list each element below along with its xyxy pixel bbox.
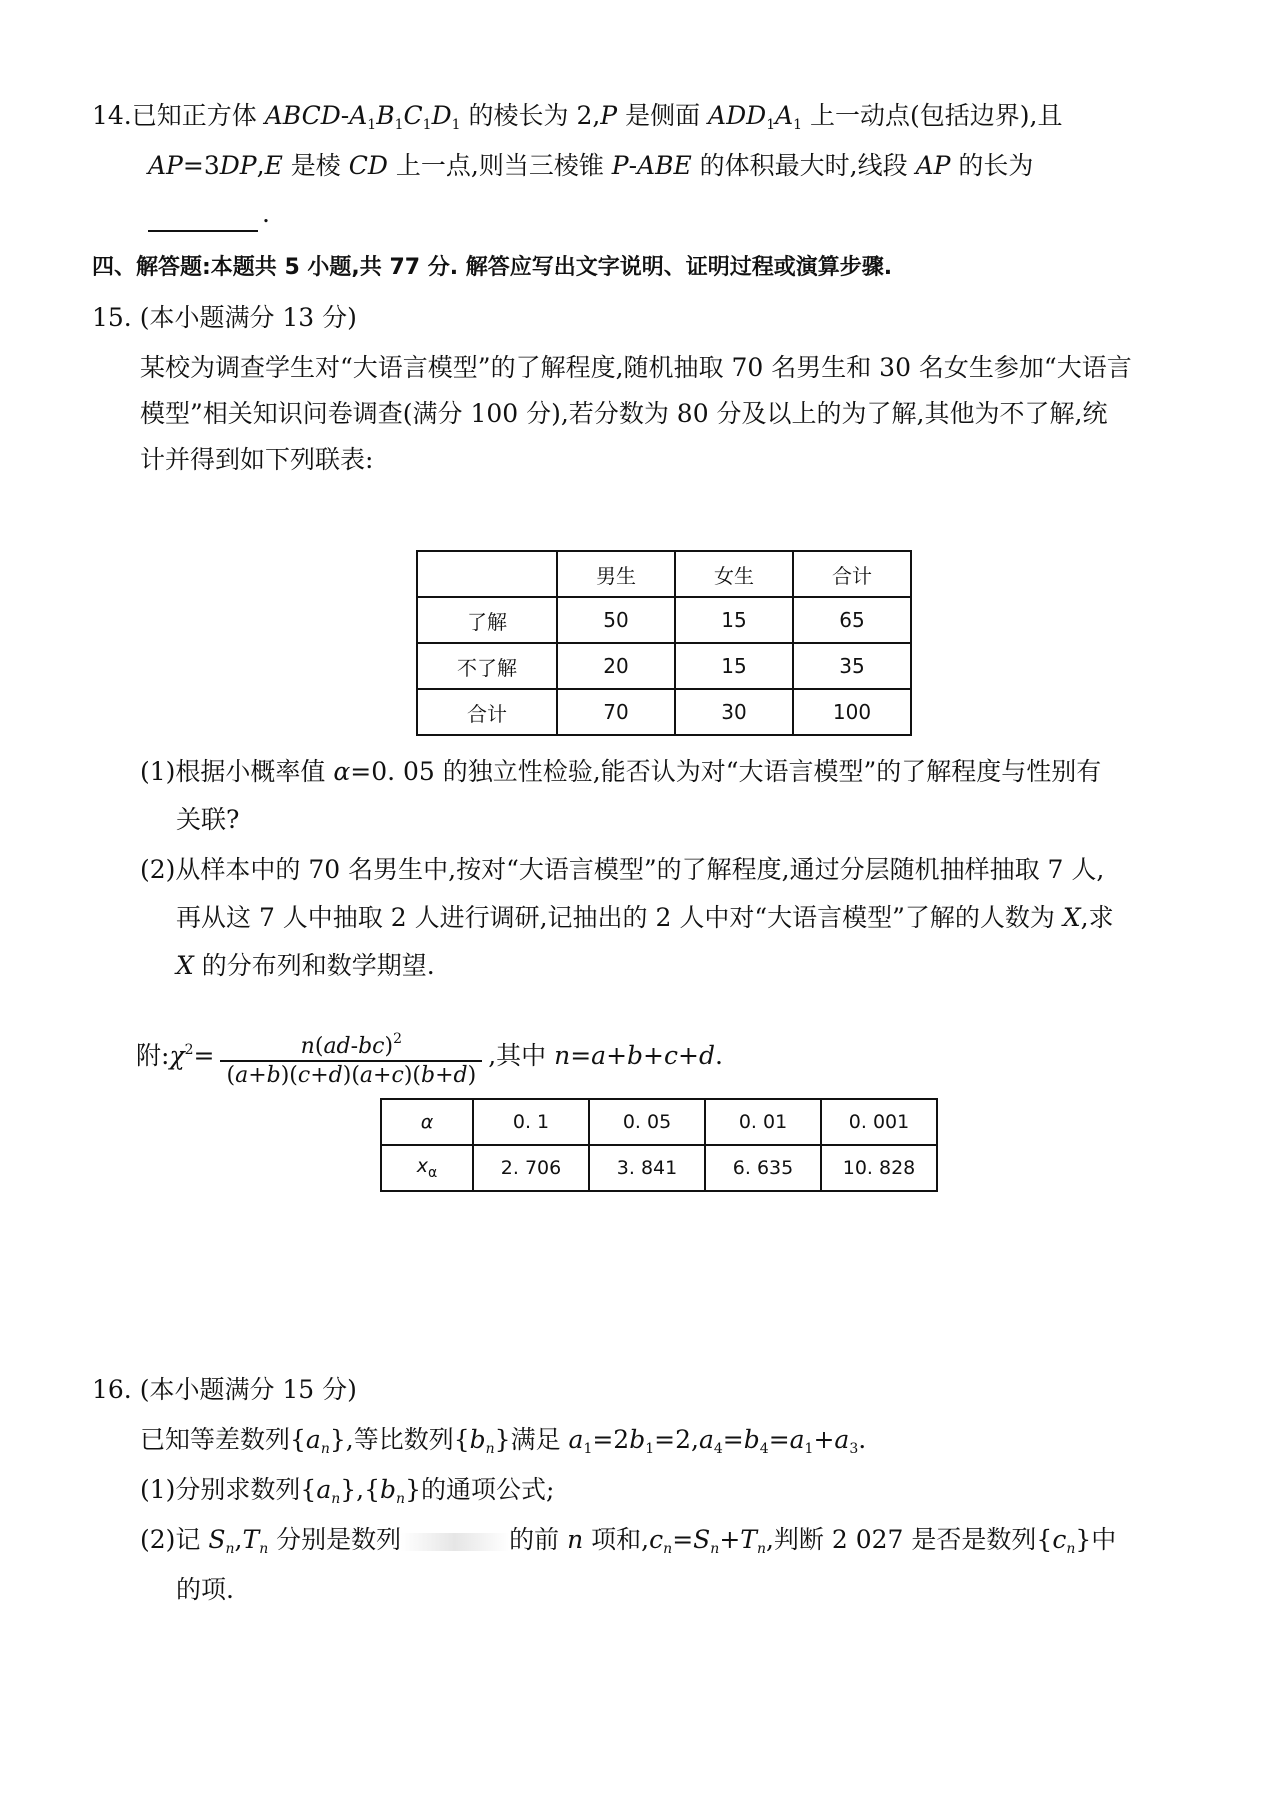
table-cell: 100 [793, 689, 911, 735]
q15-part2-line-3: X 的分布列和数学期望. [176, 951, 435, 980]
table-cell: 15 [675, 643, 793, 689]
table-cell: 30 [675, 689, 793, 735]
q16-line-1: 已知等差数列$\{a_n\}$,等比数列$\{b_n\}$满足 $a_1=2b_1=2,a_4=b_4=a_1+a_3$. [140, 1425, 867, 1457]
q15-intro-line-1: 某校为调查学生对“大语言模型”的了解程度,随机抽取 70 名男生和 30 名女生参加“大语言 [140, 353, 1132, 382]
table-cell: α [381, 1099, 473, 1145]
table-cell: 6. 635 [705, 1145, 821, 1191]
q16-part1: (1)分别求数列$\{a_n\},\{b_n\}$的通项公式; [140, 1475, 555, 1507]
table-cell: 合计 [417, 689, 557, 735]
table-row [417, 643, 911, 689]
table-cell: 不了解 [417, 643, 557, 689]
table-row [381, 1099, 937, 1145]
table-row [417, 689, 911, 735]
contingency-table [416, 550, 912, 736]
section-heading: 四、解答题:本题共 5 小题,共 77 分. 解答应写出文字说明、证明过程或演算步骤. [92, 255, 893, 280]
table-row [417, 597, 911, 643]
table-cell: 0. 01 [705, 1099, 821, 1145]
table-cell: 10. 828 [821, 1145, 937, 1191]
table-row [381, 1145, 937, 1191]
table-cell: 65 [793, 597, 911, 643]
q14-number: 14. [92, 101, 132, 130]
table-cell [417, 551, 557, 597]
table-cell: 合计 [793, 551, 911, 597]
table-cell: 2. 706 [473, 1145, 589, 1191]
obscured-region [401, 1533, 509, 1551]
q15-intro-line-2: 模型”相关知识问卷调查(满分 100 分),若分数为 80 分及以上的为了解,其他为不了解,统 [140, 399, 1108, 428]
q16-part2-line-1: (2)记 $S_n,T_n$ 分别是数列 的前 n 项和$,c_n=S_n+T_n$,判断 2 027 是否是数列$\{c_n\}$中 [140, 1525, 1117, 1557]
table-cell: 了解 [417, 597, 557, 643]
q15-intro-line-3: 计并得到如下列联表: [140, 445, 374, 474]
q15-header: 15. (本小题满分 13 分) [92, 303, 357, 332]
critical-value-table [380, 1098, 938, 1192]
fill-in-blank[interactable] [148, 212, 258, 232]
q16-part2-line-2: 的项. [176, 1575, 234, 1604]
formula-fraction: $\frac{n(ad-bc)^2}{(a+b)(c+d)(a+c)(b+d)}$ [220, 1026, 482, 1090]
q15-part2-line-1: (2)从样本中的 70 名男生中,按对“大语言模型”的了解程度,通过分层随机抽样抽取 7 人, [140, 855, 1105, 884]
q15-part1-line-1: (1)根据小概率值 α=0. 05 的独立性检验,能否认为对“大语言模型”的了解程度与性别有 [140, 757, 1102, 786]
table-cell: 20 [557, 643, 675, 689]
table-cell: 15 [675, 597, 793, 643]
table-cell: 0. 001 [821, 1099, 937, 1145]
chi-square-formula: 附$:\chi^2=$ $\frac{n(ad-bc)^2}{(a+b)(c+d)(a+c)(b+d)}$ ,其中 n=a+b+c+d. [136, 1020, 723, 1090]
table-cell: $x_\alpha$ [381, 1145, 473, 1191]
q15-part1-line-2: 关联? [176, 805, 240, 834]
q15-part2-line-2: 再从这 7 人中抽取 2 人进行调研,记抽出的 2 人中对“大语言模型”了解的人数为 X,求 [176, 903, 1114, 932]
q16-header: 16. (本小题满分 15 分) [92, 1375, 357, 1404]
table-cell: 3. 841 [589, 1145, 705, 1191]
table-header-row [417, 551, 911, 597]
q14-answer-blank[interactable]: . [148, 196, 270, 232]
table-cell: 男生 [557, 551, 675, 597]
table-cell: 0. 1 [473, 1099, 589, 1145]
q14-line-2: AP=3DP,E 是棱 CD 上一点,则当三棱锥 P-ABE 的体积最大时,线段 AP 的长为 [148, 151, 1034, 180]
q14-line-1: 14.已知正方体 ABCD-$A_1B_1C_1D_1$ 的棱长为 2,P 是侧面 $ADD_1A_1$ 上一动点(包括边界),且 [92, 101, 1063, 133]
table-cell: 35 [793, 643, 911, 689]
table-cell: 0. 05 [589, 1099, 705, 1145]
table-cell: 70 [557, 689, 675, 735]
table-cell: 女生 [675, 551, 793, 597]
table-cell: 50 [557, 597, 675, 643]
